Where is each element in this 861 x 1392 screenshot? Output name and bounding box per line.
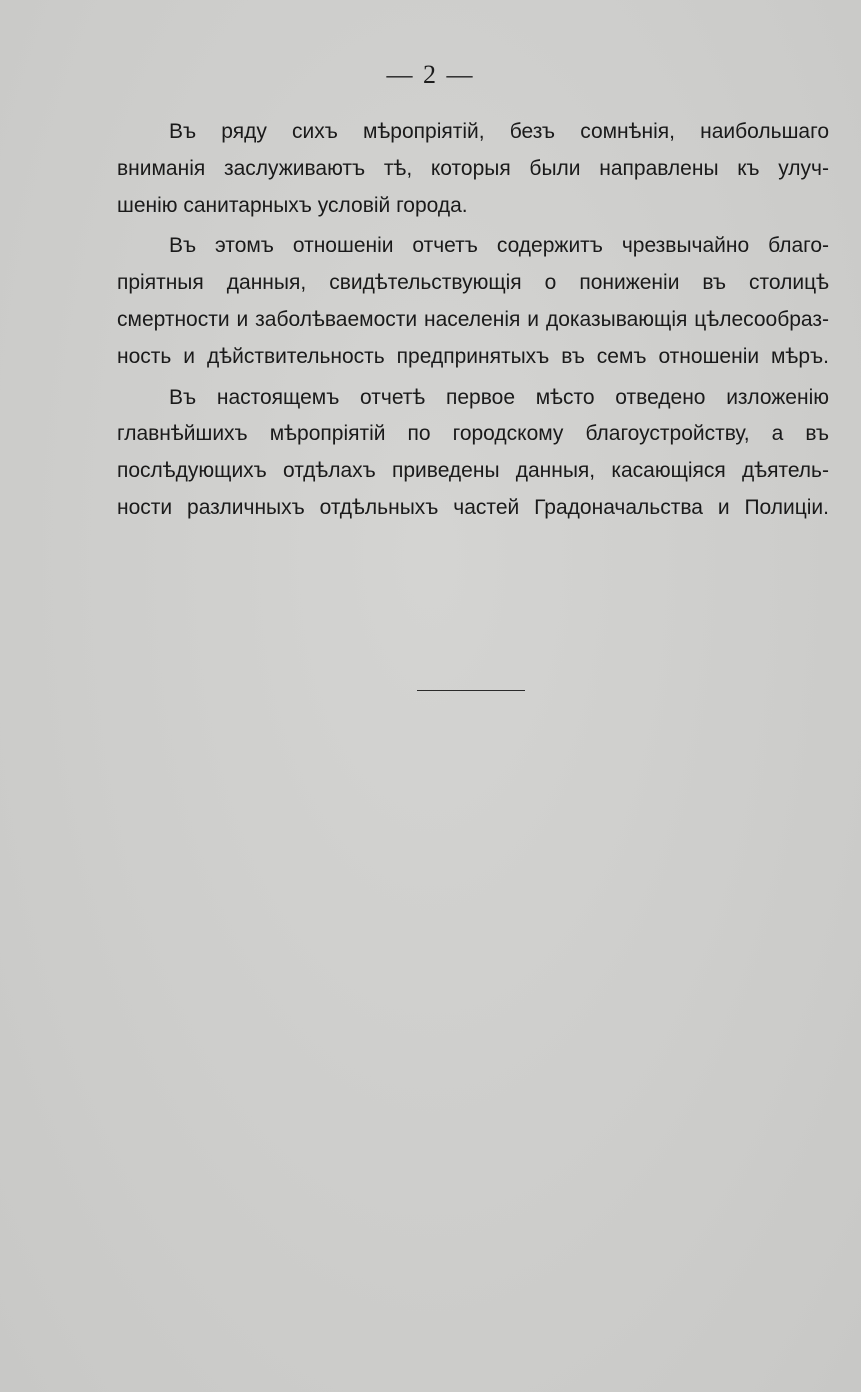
paragraph-1	[117, 114, 829, 224]
body-text	[117, 114, 829, 531]
text-line: Въ этомъ отношеніи отчетъ содержитъ чрезвычайно благо-	[169, 234, 829, 258]
text-line: главнѣйшихъ мѣропріятій по городскому благоустройству, а въ	[117, 422, 829, 446]
section-divider	[417, 690, 525, 691]
paragraph-3	[117, 380, 829, 527]
text-line: ность и дѣйствительность предпринятыхъ въ семъ отношеніи мѣръ.	[117, 344, 829, 368]
text-line: смертности и заболѣваемости населенія и доказывающія цѣлесообраз-	[117, 307, 829, 331]
page-number: — 2 —	[386, 60, 475, 89]
text-line: шенію санитарныхъ условій города.	[117, 193, 468, 217]
paragraph-2	[117, 228, 829, 375]
text-line: ности различныхъ отдѣльныхъ частей Градоначальства и Полиціи.	[117, 495, 829, 519]
text-line: вниманія заслуживаютъ тѣ, которыя были направлены къ улуч-	[117, 156, 829, 180]
text-line: Въ настоящемъ отчетѣ первое мѣсто отведено изложенію	[169, 385, 829, 409]
text-line: пріятныя данныя, свидѣтельствующія о пониженіи въ столицѣ	[117, 271, 829, 295]
text-line: послѣдующихъ отдѣлахъ приведены данныя, касающіяся дѣятель-	[117, 459, 829, 483]
text-line: Въ ряду сихъ мѣропріятій, безъ сомнѣнія, наибольшаго	[169, 120, 829, 143]
